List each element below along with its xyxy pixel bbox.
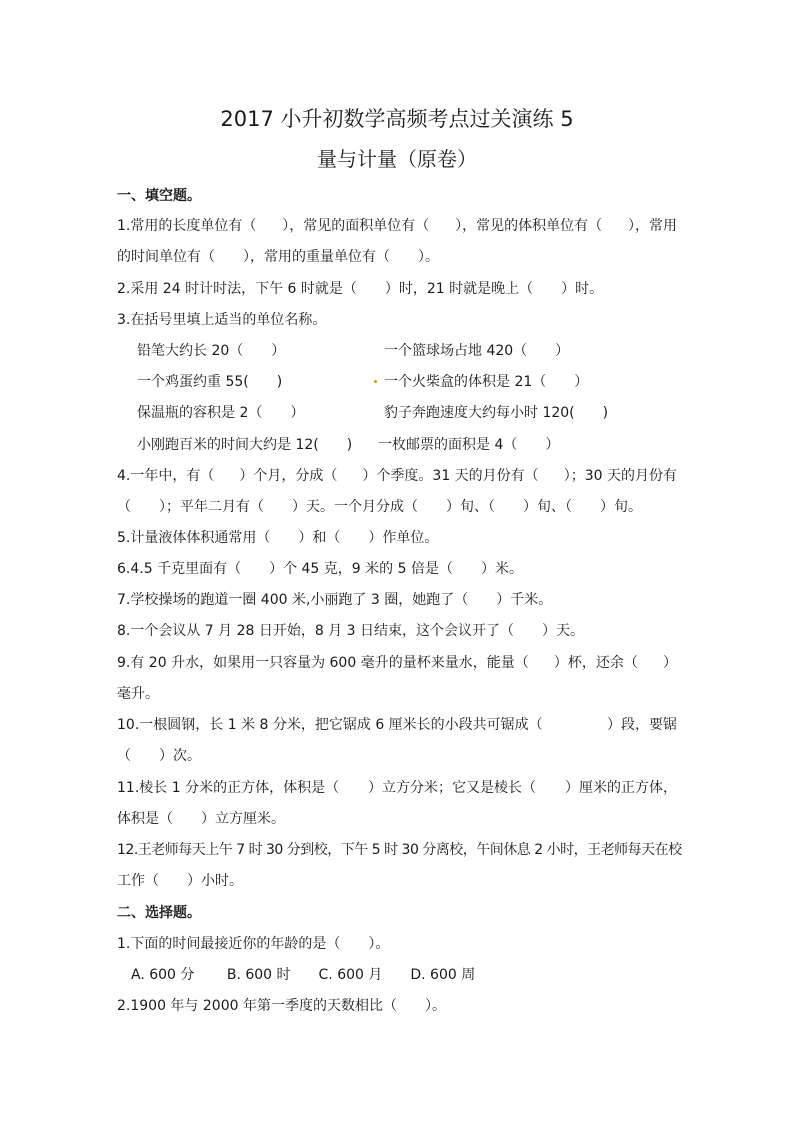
document-subtitle: 量与计量（原卷）	[317, 147, 477, 171]
choice-question-1-options: A. 600 分 B. 600 时 C. 600 月 D. 600 周	[131, 967, 476, 983]
question-1-line-1: 1.常用的长度单位有（ ），常见的面积单位有（ ），常见的体积单位有（ ），常用	[117, 218, 677, 234]
section-heading-fill-in: 一、填空题。	[117, 188, 201, 204]
question-11-line-1: 11.棱长 1 分米的正方体，体积是（ ）立方分米；它又是棱长（ ）厘米的正方体，	[117, 780, 677, 796]
question-3-item: 一个鸡蛋约重 55( )	[137, 374, 283, 390]
question-6: 6.4.5 千克里面有（ ）个 45 克，9 米的 5 倍是（ ）米。	[117, 561, 523, 577]
question-8: 8.一个会议从 7 月 28 日开始，8 月 3 日结束，这个会议开了（ ）天。	[117, 623, 585, 639]
question-1-line-2: 的时间单位有（ ），常用的重量单位有（ ）。	[117, 249, 439, 265]
question-12-line-1: 12.王老师每天上午 7 时 30 分到校，下午 5 时 30 分离校，午间休息 2 小时，王老师每天在校	[117, 842, 682, 858]
question-9-line-1: 9.有 20 升水，如果用一只容量为 600 毫升的量杯来量水，能量（ ）杯，还余（ ）	[117, 655, 677, 671]
question-10-line-1: 10.一根圆钢，长 1 米 8 分米，把它锯成 6 厘米长的小段共可锯成（ ）段，要锯	[117, 717, 677, 733]
question-3-item: 豹子奔跑速度大约每小时 120( )	[384, 405, 609, 421]
question-3: 3.在括号里填上适当的单位名称。	[117, 312, 327, 328]
question-3-item: 小刚跑百米的时间大约是 12( )	[137, 437, 353, 453]
choice-question-2: 2.1900 年与 2000 年第一季度的天数相比（ ）。	[117, 998, 446, 1014]
question-12-line-2: 工作（ ）小时。	[117, 873, 243, 889]
question-3-item: 一个篮球场占地 420（ ）	[384, 343, 570, 359]
question-3-item: 铅笔大约长 20（ ）	[137, 343, 286, 359]
document-title: 2017 小升初数学高频考点过关演练 5	[220, 107, 574, 131]
question-2: 2.采用 24 时计时法，下午 6 时就是（ ）时，21 时就是晚上（ ）时。	[117, 281, 604, 297]
question-3-item: 一枚邮票的面积是 4（ ）	[378, 437, 560, 453]
section-heading-choice: 二、选择题。	[117, 905, 201, 921]
question-3-item: 一个火柴盒的体积是 21（ ）	[384, 374, 589, 390]
question-10-line-2: （ ）次。	[117, 748, 201, 764]
question-7: 7.学校操场的跑道一圈 400 米,小丽跑了 3 圈，她跑了（ ）千米。	[117, 592, 553, 608]
stray-mark	[374, 380, 377, 383]
question-3-item: 保温瓶的容积是 2（ ）	[137, 405, 305, 421]
question-4-line-2: （ ）；平年二月有（ ）天。一个月分成（ ）旬、（ ）旬、（ ）旬。	[117, 499, 642, 515]
question-11-line-2: 体积是（ ）立方厘米。	[117, 811, 285, 827]
question-4-line-1: 4.一年中，有（ ）个月，分成（ ）个季度。31 天的月份有（ ）；30 天的月份有	[117, 468, 677, 484]
question-5: 5.计量液体体积通常用（ ）和（ ）作单位。	[117, 530, 439, 546]
question-9-line-2: 毫升。	[117, 686, 159, 702]
choice-question-1: 1.下面的时间最接近你的年龄的是（ ）。	[117, 936, 390, 952]
